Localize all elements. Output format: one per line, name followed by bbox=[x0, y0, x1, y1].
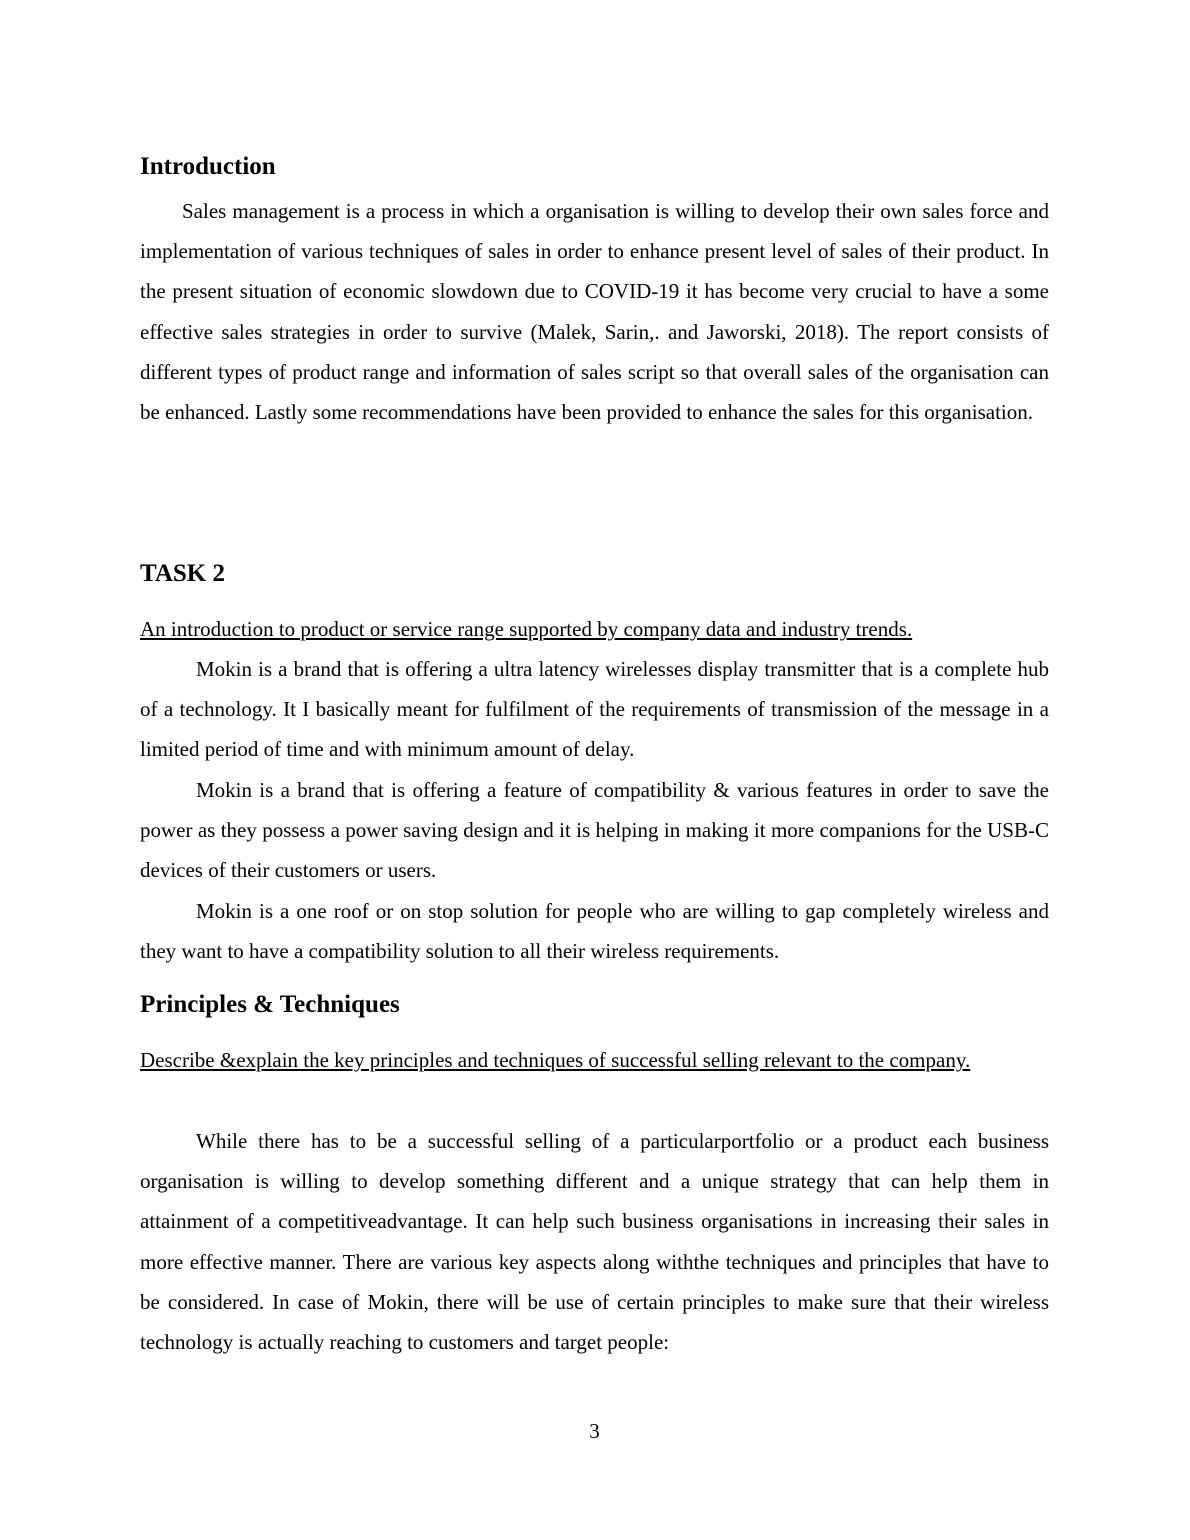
introduction-paragraph: Sales management is a process in which a organisation is willing to develop their own sales force and implementation of various techniques of sales in order to enhance present level of sales of their product. In the present situation of economic slowdown due to COVID-19 it has become very crucial to have a some effective sales strategies in order to survive (Malek, Sarin,. and Jaworski, 2018). The report consists of different types of product range and information of sales script so that overall sales of the organisation can be enhanced. Lastly some recommendations have been provided to enhance the sales for this organisation. bbox=[140, 199, 1049, 425]
task2-subheading: An introduction to product or service range supported by company data and industry trends. bbox=[140, 617, 913, 641]
principles-paragraph: While there has to be a successful selling of a particularportfolio or a product each business organisation is willing to develop something different and a unique strategy that can help them in attainment of a competitiveadvantage. It can help such business organisations in increasing their sales in more effective manner. There are various key aspects along withthe techniques and principles that have to be considered. In case of Mokin, there will be use of certain principles to make sure that their wireless technology is actually reaching to customers and target people: bbox=[140, 1129, 1049, 1355]
task2-paragraph-3: Mokin is a one roof or on stop solution for people who are willing to gap completely wireless and they want to have a compatibility solution to all their wireless requirements. bbox=[140, 899, 1049, 964]
task2-paragraph-2: Mokin is a brand that is offering a feature of compatibility & various features in order to save the power as they possess a power saving design and it is helping in making it more companions for the USB-C devices of their customers or users. bbox=[140, 778, 1049, 883]
document-page bbox=[140, 0, 1049, 1540]
task2-paragraph-1: Mokin is a brand that is offering a ultra latency wirelesses display transmitter that is a complete hub of a technology. It I basically meant for fulfilment of the requirements of transmission of the message in a limited period of time and with minimum amount of delay. bbox=[140, 657, 1049, 762]
page-number: 3 bbox=[589, 1419, 600, 1443]
principles-subheading: Describe &explain the key principles and techniques of successful selling relevant to the company. bbox=[140, 1048, 971, 1072]
task2-heading: TASK 2 bbox=[140, 560, 225, 587]
principles-heading: Principles & Techniques bbox=[140, 991, 400, 1018]
introduction-heading: Introduction bbox=[140, 153, 276, 180]
